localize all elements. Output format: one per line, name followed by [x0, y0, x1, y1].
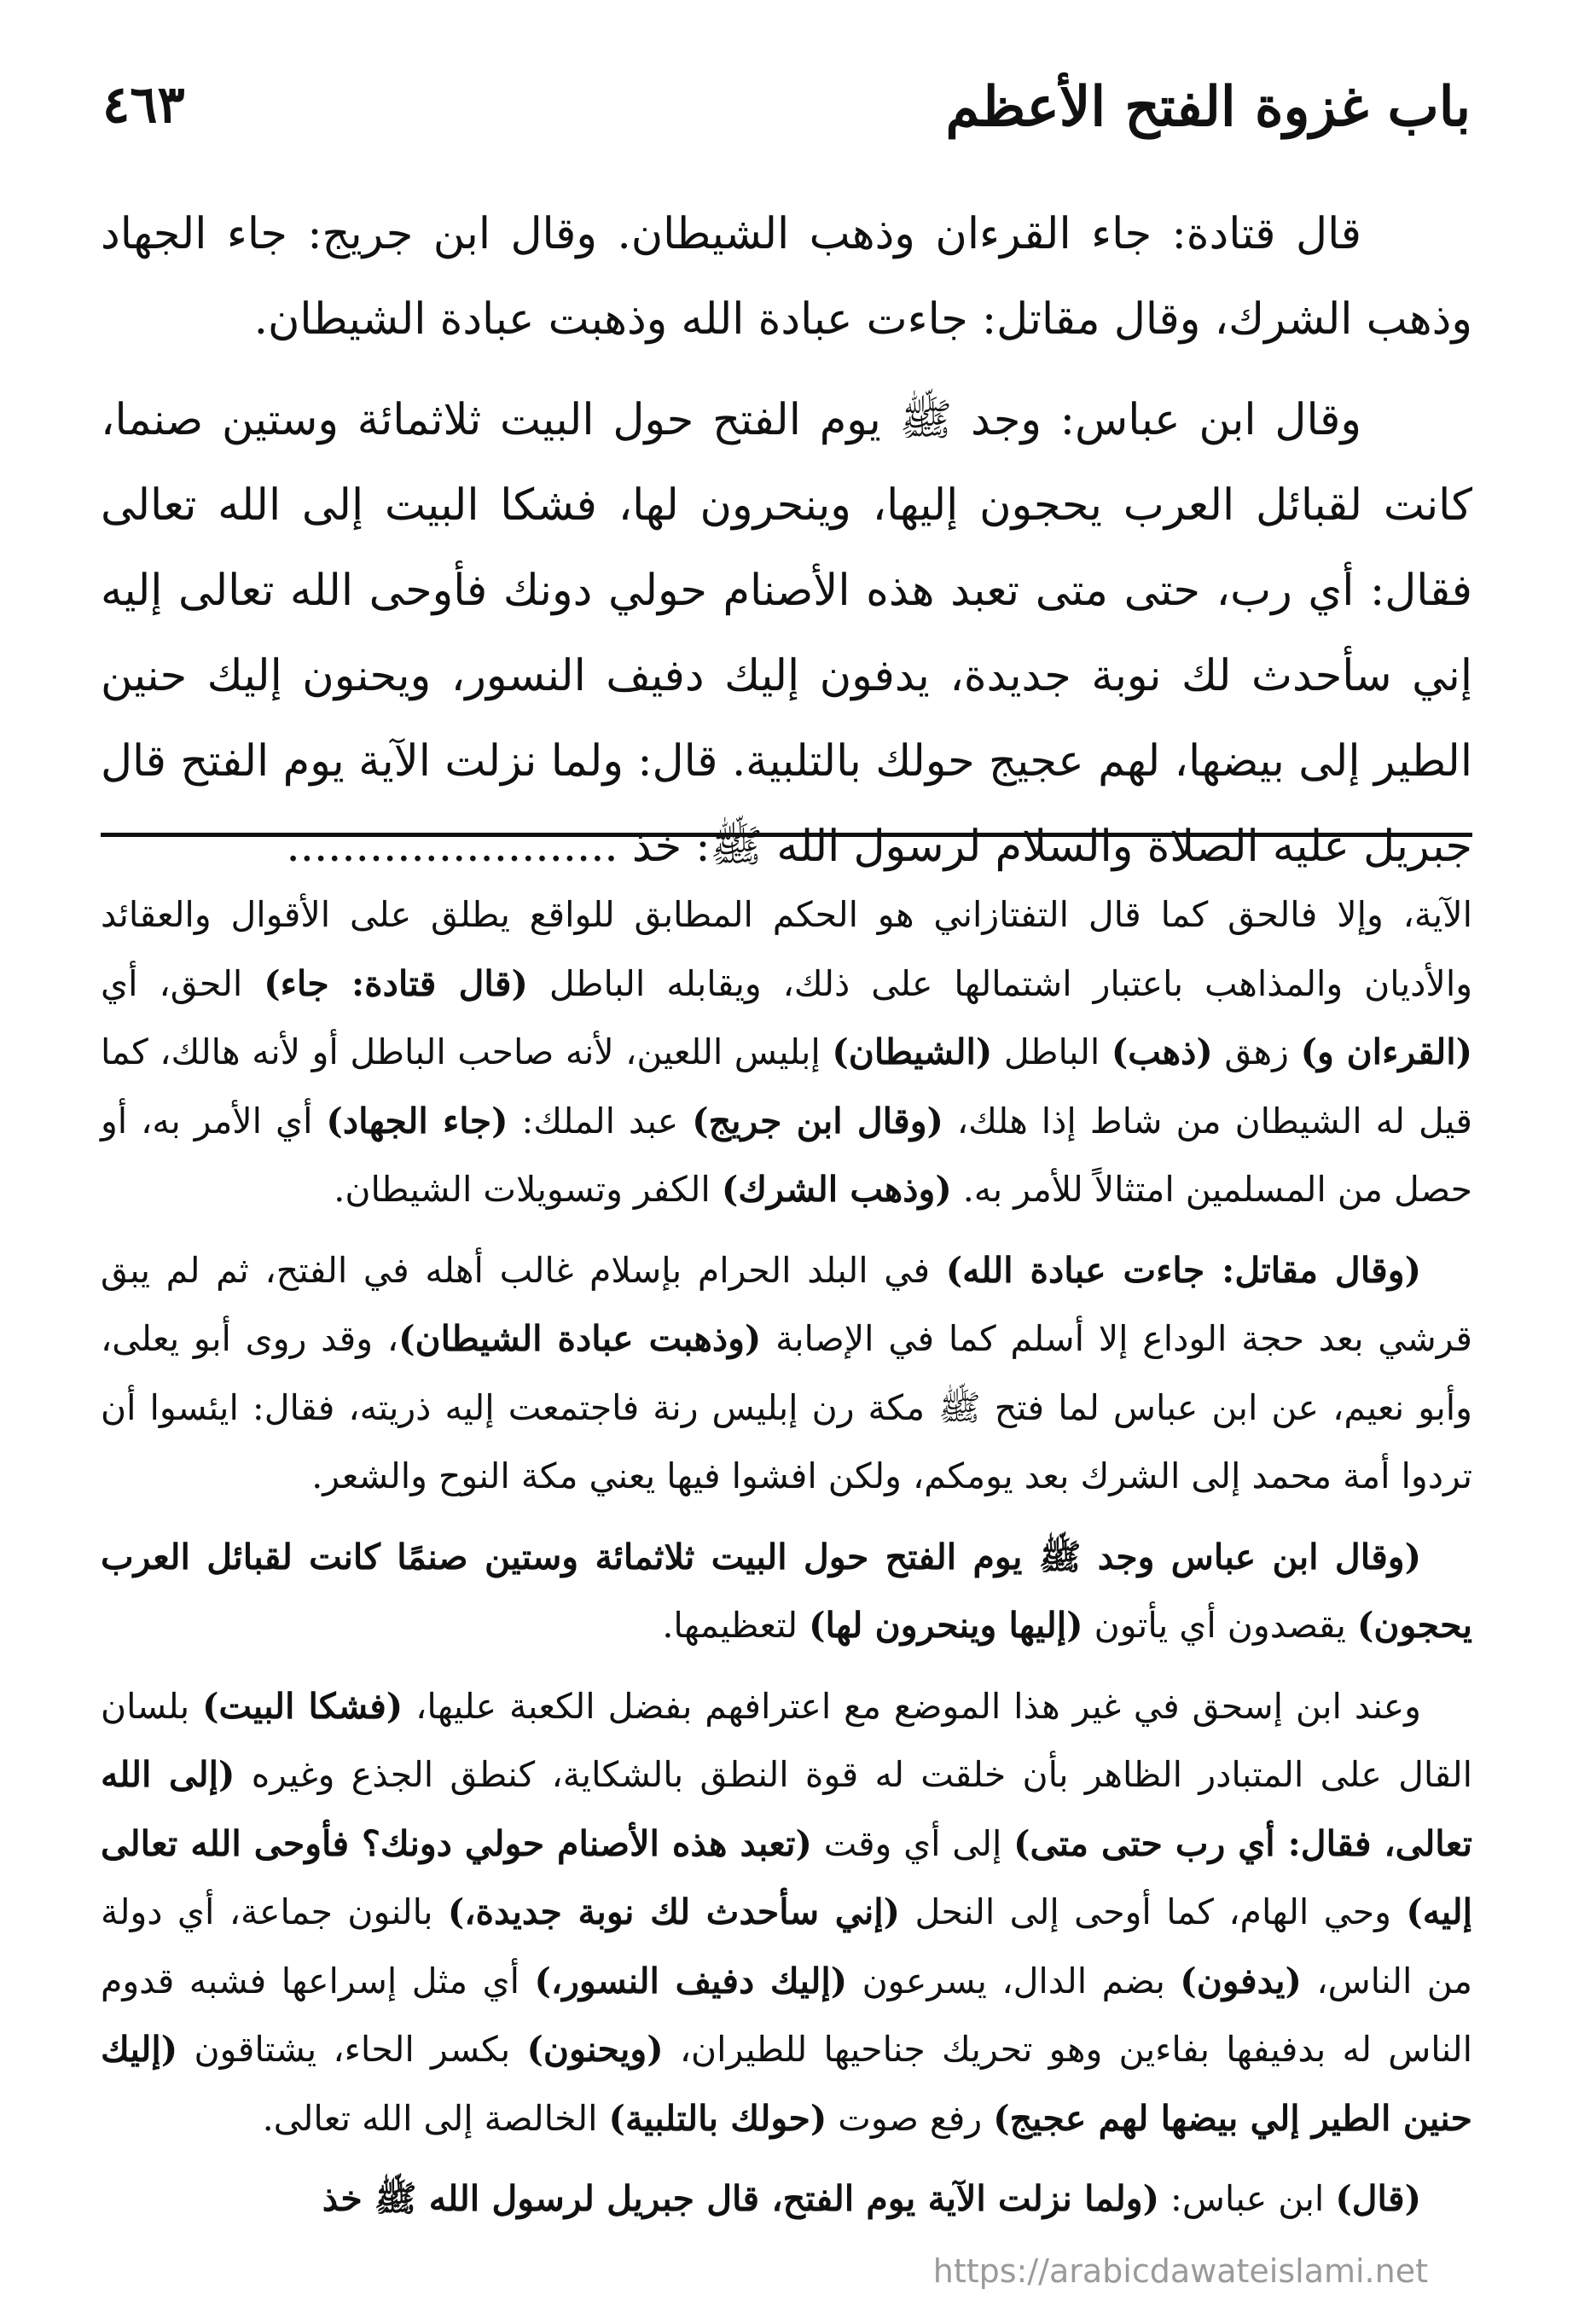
main-text [101, 192, 1472, 905]
main-paragraph-2: وقال ابن عباس: وجد ﷺ يوم الفتح حول البيت ثلاثمائة وستين صنما، كانت لقبائل العرب يحجون إليها، وينحرون لها، فشكا البيت إلى الله تعالى فقال: أي رب، حتى متى تعبد هذه الأصنام حولي دونك فأوحى الله تعالى إليه إني سأحدث لك نوبة جديدة، يدفون إليك دفيف النسور، ويحنون إليك حنين الطير إلى بيضها، لهم عجيج حولك بالتلبية. قال: ولما نزلت الآية يوم الفتح قال جبريل عليه الصلاة والسلام لرسول الله ﷺ: خذ ........................ [101, 395, 1472, 872]
quoted-text: (إليها وينحرون لها) [809, 1605, 1083, 1646]
quoted-text: (قال) [1335, 2178, 1421, 2219]
page-number: ٤٦٣ [102, 75, 185, 135]
quoted-text: (جاء الجهاد) [326, 1100, 508, 1142]
commentary-text-run: ابن عباس: [1159, 2178, 1336, 2219]
quoted-text: (إلى الله تعالى، فقال: أي رب حتى متى) [101, 1754, 1472, 1864]
commentary-text-run: الكفر وتسويلات الشيطان. [334, 1169, 722, 1210]
page-header [102, 67, 1471, 160]
commentary-text-run: في البلد الحرام بإسلام غالب أهله في الفتح، ثم لم يبق قرشي بعد حجة الوداع إلا أسلم كما في الإصابة [101, 1249, 1472, 1359]
commentary-paragraph-5 [101, 2164, 1472, 2234]
commentary-text-run: عبد الملك: [508, 1100, 693, 1142]
quoted-text: (ذهب) [1111, 1031, 1213, 1072]
commentary-text-run: أي الأمر به، أو حصل من المسلمين امتثالاً للأمر به. [101, 1100, 1472, 1210]
commentary-text-run: الآية، وإلا فالحق كما قال التفتازاني هو الحكم المطابق للواقع يطلق على الأقوال والعقائد والأديان والمذاهب باعتبار اشتمالها على ذلك، ويقابله الباطل [101, 894, 1473, 1004]
commentary-text-run: بلسان القال على المتبادر الظاهر بأن خلقت له قوة النطق بالشكاية، كنطق الجذع وغيره [101, 1685, 1472, 1795]
commentary-text-run: وعند ابن إسحق في غير هذا الموضع مع اعترافهم بفضل الكعبة عليها، [403, 1685, 1421, 1727]
main-paragraph-1: قال قتادة: جاء القرءان وذهب الشيطان. وقال ابن جريج: جاء الجهاد وذهب الشرك، وقال مقاتل: جاءت عبادة الله وذهبت عبادة الشيطان. [101, 209, 1472, 345]
commentary-text-run: إبليس اللعين، لأنه صاحب الباطل أو لأنه هالك، كما قيل له الشيطان من شاط إذا هلك، [101, 1031, 1473, 1142]
chapter-title: باب غزوة الفتح الأعظم [945, 75, 1471, 139]
quoted-text: (وذهبت عبادة الشيطان) [398, 1318, 762, 1359]
section-divider [101, 833, 1472, 837]
commentary-text-run: رفع صوت [827, 2097, 994, 2139]
commentary-text-run: بضم الدال، يسرعون [847, 1960, 1181, 2002]
quoted-text: (وقال ابن جريج) [692, 1100, 943, 1142]
commentary-text-run: أي مثل إسراعها فشبه قدوم الناس له بدفيفها بفاءين وهو تحريك جناحيها للطيران، [101, 1960, 1473, 2070]
commentary-text-run: وحي الهام، كما أوحى إلى النحل [900, 1891, 1407, 1932]
quoted-text: (إليك دفيف النسور،) [534, 1960, 848, 2002]
commentary-paragraph-3 [101, 1523, 1472, 1660]
quoted-text: (إني سأحدث لك نوبة جديدة،) [447, 1891, 901, 1932]
commentary-text-run: الحق، أي [101, 962, 264, 1004]
quoted-text: (ويحنون) [526, 2029, 664, 2070]
commentary-text-run: الباطل [992, 1031, 1112, 1072]
quoted-text: (إليك حنين الطير إلي بيضها لهم عجيج) [101, 2029, 1472, 2139]
commentary-text-run: ، وقد روى أبو يعلى، وأبو نعيم، عن ابن عباس لما فتح ﷺ مكة رن إبليس رنة فاجتمعت إليه ذريته، فقال: ايئسوا أن تردوا أمة محمد إلى الشرك بعد يومكم، ولكن افشوا فيها يعني مكة النوح والشعر. [101, 1318, 1472, 1496]
quoted-text: (يدفون) [1180, 1960, 1302, 2002]
quoted-text: (وقال مقاتل: جاءت عبادة الله) [945, 1249, 1421, 1291]
commentary-text-run: الخالصة إلى الله تعالى. [262, 2097, 609, 2139]
quoted-text: (قال قتادة: جاء) [264, 962, 528, 1004]
commentary-text-run: يقصدون أي يأتون [1083, 1605, 1357, 1646]
quoted-text: (فشكا البيت) [202, 1685, 403, 1727]
quoted-text: (وقال ابن عباس وجد ﷺ يوم الفتح حول البيت ثلاثمائة وستين صنمًا كانت لقبائل العرب يحجون) [101, 1536, 1472, 1646]
commentary-paragraph-4 [101, 1672, 1472, 2153]
commentary-paragraph-2 [101, 1236, 1472, 1511]
quoted-text: (حولك بالتلبية) [608, 2097, 827, 2139]
commentary-text-run: بالنون جماعة، أي دولة من الناس، [101, 1891, 1472, 2002]
commentary-text-run: زهق [1212, 1031, 1301, 1072]
commentary-text [101, 880, 1472, 2246]
watermark-url: https://arabicdawateislami.net [932, 2252, 1428, 2290]
commentary-paragraph-1 [101, 880, 1472, 1224]
quoted-text: (تعبد هذه الأصنام حولي دونك؟ فأوحى الله تعالى إليه) [101, 1822, 1472, 1932]
commentary-text-run: بكسر الحاء، يشتاقون [177, 2029, 527, 2070]
quoted-text: (ولما نزلت الآية يوم الفتح، قال جبريل لرسول الله ﷺ خذ [322, 2178, 1159, 2219]
quoted-text: (القرءان و) [1300, 1031, 1472, 1072]
commentary-text-run: لتعظيمها. [662, 1605, 810, 1646]
quoted-text: (وذهب الشرك) [721, 1169, 952, 1210]
quoted-text: (الشيطان) [832, 1031, 993, 1072]
commentary-text-run: إلى أي وقت [811, 1822, 1014, 1864]
